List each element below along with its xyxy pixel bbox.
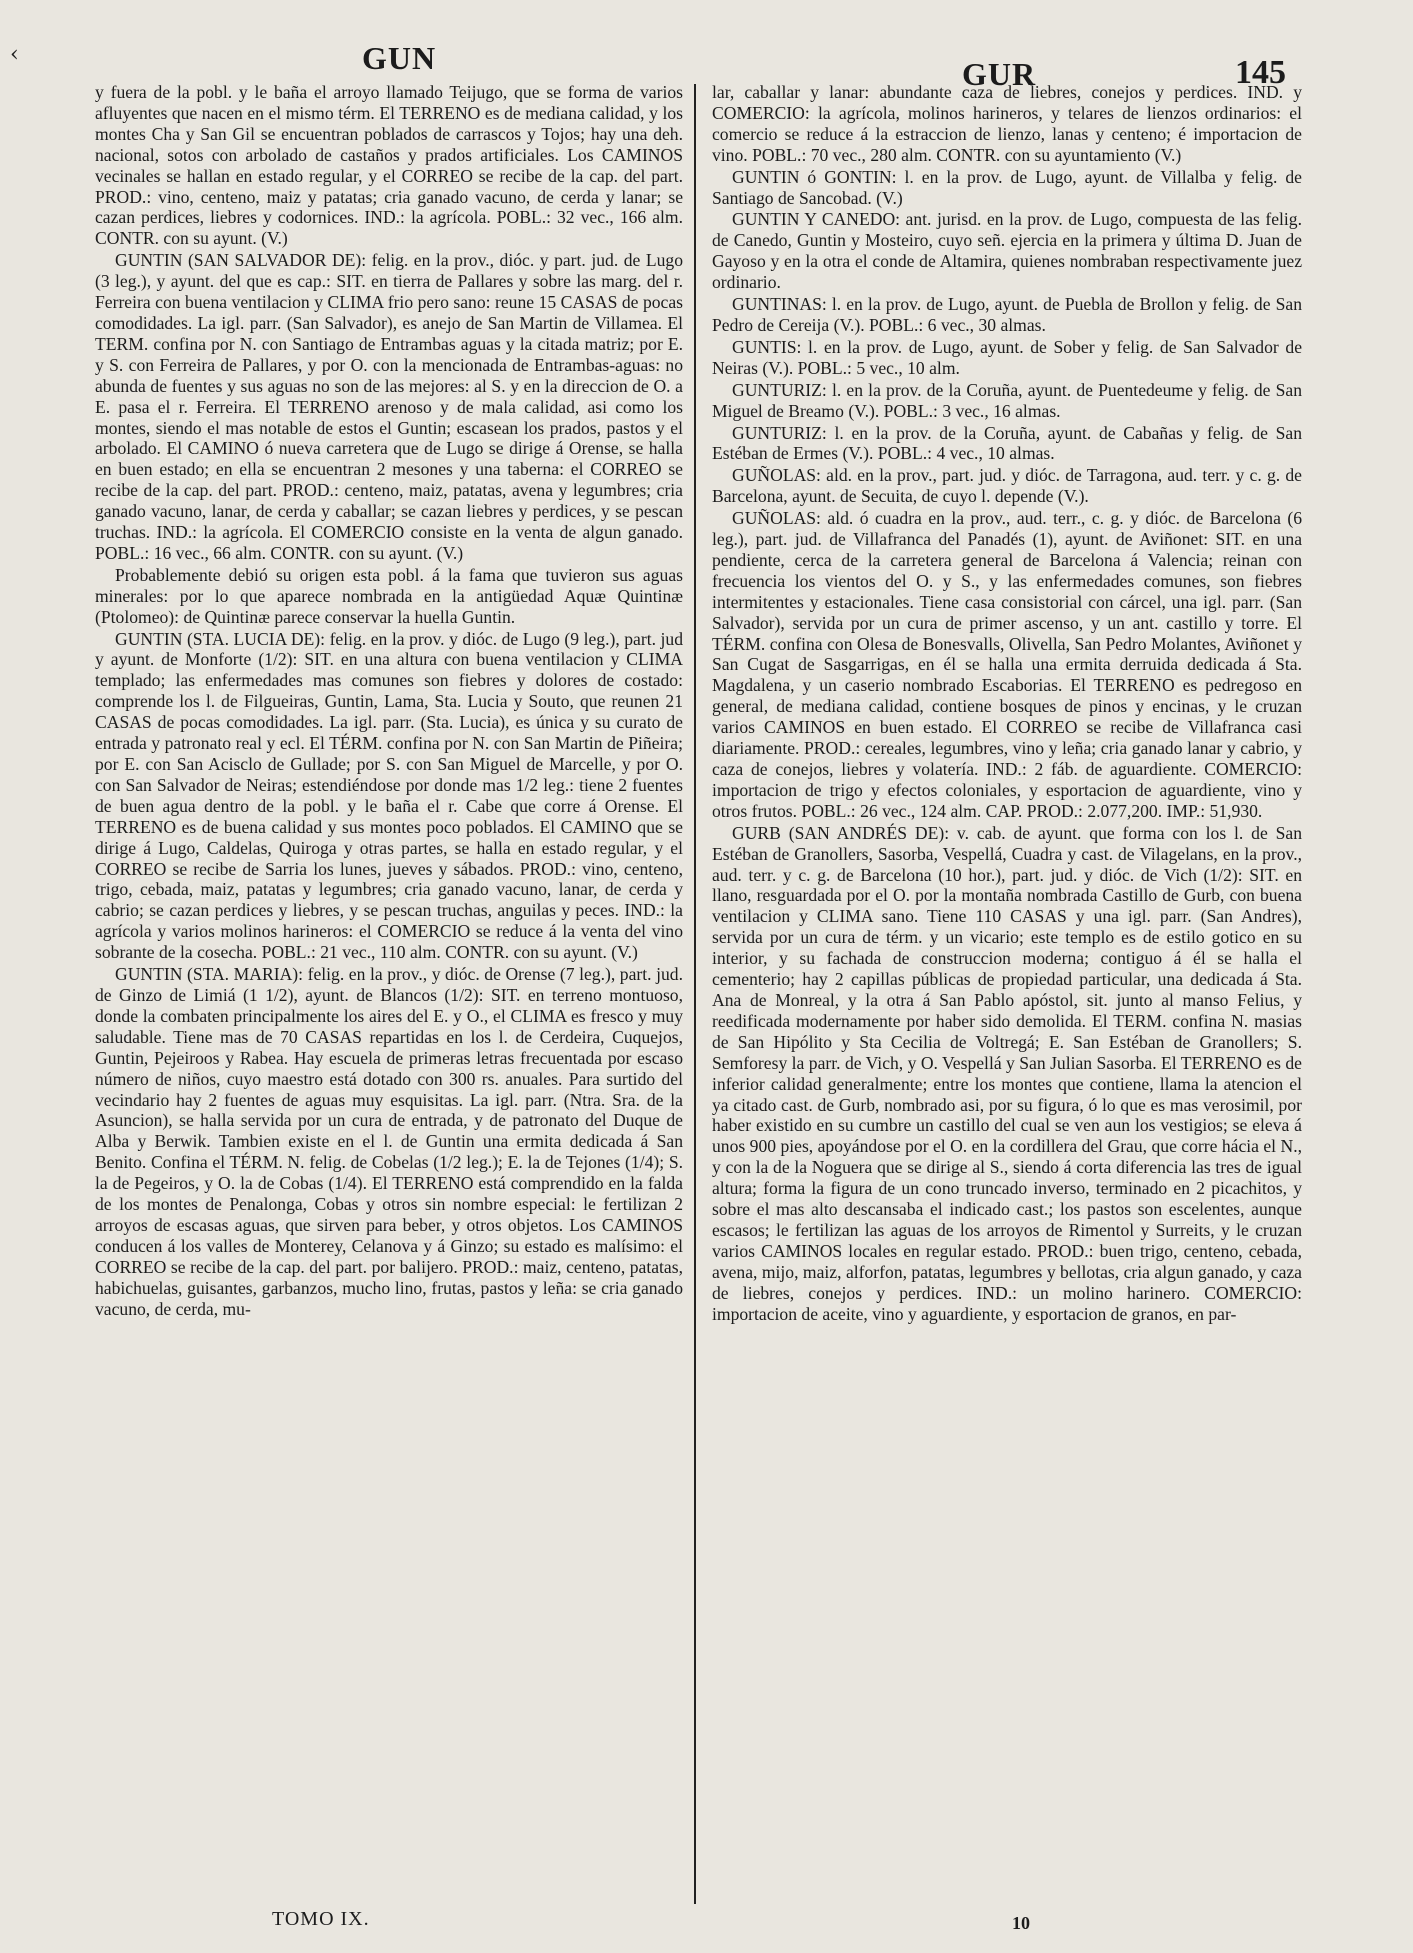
entry-paragraph: GUNTURIZ: l. en la prov. de la Coruña, ayunt. de Puentedeume y felig. de San Miguel de Breamo (V.). POBL.: 3 vec., 16 almas.	[712, 379, 1302, 421]
left-column	[95, 82, 683, 1320]
entry-paragraph: GUÑOLAS: ald. en la prov., part. jud. y dióc. de Tarragona, aud. terr. y c. g. de Barcelona, ayunt. de Secuita, de cuyo l. depende (V.).	[712, 465, 1302, 507]
entry-paragraph: GUNTIN ó GONTIN: l. en la prov. de Lugo, ayunt. de Villalba y felig. de Santiago de Sancobad. (V.)	[712, 166, 1302, 208]
page-number: 145	[1235, 54, 1286, 91]
running-head-left: GUN	[362, 40, 437, 76]
running-head-right: GUR	[962, 56, 1037, 92]
entry-paragraph: GUNTINAS: l. en la prov. de Lugo, ayunt. de Puebla de Brollon y felig. de San Pedro de Cereija (V.). POBL.: 6 vec., 30 almas.	[712, 294, 1302, 335]
entry-paragraph: GUNTIS: l. en la prov. de Lugo, ayunt. de Sober y felig. de San Salvador de Neiras (V.). POBL.: 5 vec., 10 alm.	[712, 336, 1302, 378]
entry-paragraph: Probablemente debió su origen esta pobl. á la fama que tuvieron sus aguas minerales: por lo que aparece nombrada en la antigüedad Aquæ Quintinæ (Ptolomeo): de Quintinæ parece conservar la huella Guntin.	[95, 564, 683, 627]
column-divider	[694, 84, 696, 1904]
volume-footer: TOMO IX.	[272, 1908, 370, 1930]
entry-paragraph: GURB (SAN ANDRÉS DE): v. cab. de ayunt. que forma con los l. de San Estéban de Granollers, Sasorba, Vespellá, Cuadra y cast. de Vilagelans, en la prov., aud. terr. y c. g. de Barcelona (10 hor.), part. jud. y dióc. de Vich (1/2): SIT. en llano, resguardada por el O. por la montaña nombrada Castillo de Gurb, con buena ventilacion y CLIMA sano. Tiene 110 CASAS y una igl. parr. (San Andres), servida por un cura de térm. y un vicario; este templo es de estilo gotico en su interior, y su fachada de construccion moderna; contiguo á él se halla el cementerio; hay 2 capillas públicas de propiedad particular, una dedicada á Sta. Ana de Monreal, y la otra á San Pablo apóstol, sit. junto al manso Felius, y reedificada modernamente por haber sido demolida. El TERM. confina N. masias de San Hipólito y Sta Cecilia de Voltregá; E. San Estéban de Granollers; S. Semforesy la parr. de Vich, y O. Vespellá y San Julian Sasorba. El TERRENO es de inferior calidad generalmente; entre los montes que contiene, llama la atencion el ya citado cast. de Gurb, nombrado asi, por su figura, ó lo que es mas verosimil, por haber existido en su cumbre un castillo del cual se ven aun los vestigios; se eleva á unos 900 pies, apoyándose por el O. en la cordillera del Grau, que corre hácia el N., y con la de la Noguera que se dirige al S., siendo á corta diferencia las tres de igual altura; forma la figura de un cono truncado inverso, terminado en 2 picachitos, y sobre el mas alto descansaba el indicado cast.; los pastos son escelentes, aunque escasos; le fertilizan las aguas de los arroyos de Rimentol y Surreits, y le cruzan varios CAMINOS locales en regular estado. PROD.: buen trigo, centeno, cebada, avena, mijo, maiz, alforfon, patatas, legumbres y bellotas, cria algun ganado, y caza de liebres, conejos y perdices. IND.: un molino harinero. COMERCIO: importacion de aceite, vino y aguardiente, y esportacion de granos, en par-	[712, 822, 1302, 1324]
entry-paragraph: GUÑOLAS: ald. ó cuadra en la prov., aud. terr., c. g. y dióc. de Barcelona (6 leg.), part. jud. de Villafranca del Panadés (1), ayunt. de Aviñonet: SIT. en una pendiente, cerca de la carretera general de Barcelona á Valencia; reinan con frecuencia los vientos del O. y S., y las enfermedades comunes, son fiebres intermitentes y estacionales. Tiene casa consistorial con cárcel, una igl. parr. (San Salvador), servida por un cura de primer ascenso, y un ant. castillo y torre. El TÉRM. confina con Olesa de Bonesvalls, Olivella, San Pedro Molantes, Aviñonet y San Cugat de Sasgarrigas, en él se halla una ermita derruida dedicada á Sta. Magdalena, y un caserio nombrado Escaborias. El TERRENO es pedregoso en general, de mediana calidad, contiene bosques de pinos y encinas, y le cruzan varios CAMINOS en buen estado. El CORREO se recibe de Villafranca casi diariamente. PROD.: cereales, legumbres, vino y leña; cria ganado lanar y cabrio, y caza de conejos, liebres y volatería. IND.: 2 fáb. de aguardiente. COMERCIO: importacion de trigo y efectos coloniales, y esportacion de aguardiente, vino y otros frutos. POBL.: 26 vec., 124 alm. CAP. PROD.: 2.077,200. IMP.: 51,930.	[712, 508, 1302, 821]
margin-mark: ‹	[10, 42, 19, 67]
entry-paragraph: GUNTIN Y CANEDO: ant. jurisd. en la prov. de Lugo, compuesta de las felig. de Canedo, Guntin y Mosteiro, cuyo señ. ejercia en la primera y última D. Juan de Gayoso y en la otra el conde de Altamira, quienes nombraban respectivamente juez ordinario.	[712, 209, 1302, 293]
entry-paragraph: y fuera de la pobl. y le baña el arroyo llamado Teijugo, que se forma de varios afluyentes que nacen en el mismo térm. El TERRENO es de mediana calidad, y los montes Cha y San Gil se encuentran poblados de carrascos y Tojos; hay una deh. nacional, sotos con arbolado de castaños y prados artificiales. Los CAMINOS vecinales se hallan en estado regular, y el CORREO se recibe de la cap. del part. PROD.: vino, centeno, maiz y patatas; cria ganado vacuno, de cerda y lanar; se cazan perdices, liebres y codornices. IND.: la agrícola. POBL.: 32 vec., 166 alm. CONTR. con su ayunt. (V.)	[95, 82, 683, 249]
entry-paragraph: GUNTIN (SAN SALVADOR DE): felig. en la prov., dióc. y part. jud. de Lugo (3 leg.), y ayunt. del que es cap.: SIT. en tierra de Pallares y sobre las marg. del r. Ferreira con buena ventilacion y CLIMA frio pero sano: reune 15 CASAS de pocas comodidades. La igl. parr. (San Salvador), es anejo de San Martin de Villamea. El TERM. confina por N. con Santiago de Entrambas aguas y la citada matriz; por E. y S. con Ferreira de Pallares, y por O. con la mencionada de Entrambas-aguas: no abunda de fuentes y sus aguas no son de las mejores: al S. y en la direccion de O. a E. pasa el r. Ferreira. El TERRENO arenoso y de mala calidad, asi como los montes, siendo el mas notable de estos el Guntin; escasean los prados, pastos y el arbolado. El CAMINO ó nueva carretera que de Lugo se dirige á Orense, se halla en buen estado; en ella se encuentran 2 mesones y una taberna: el CORREO se recibe de la cap. del part. PROD.: centeno, maiz, patatas, avena y legumbres; cria ganado vacuno, lanar, de cerda y caballar; se cazan liebres y perdices, y se pescan truchas. IND.: la agrícola. El COMERCIO consiste en la venta de algun ganado. POBL.: 16 vec., 66 alm. CONTR. con su ayunt. (V.)	[95, 250, 683, 563]
signature-mark: 10	[1012, 1913, 1030, 1933]
entry-paragraph: GUNTIN (STA. LUCIA DE): felig. en la prov. y dióc. de Lugo (9 leg.), part. jud y ayunt. de Monforte (1/2): SIT. en una altura con buena ventilacion y CLIMA templado; las enfermedades mas comunes son fiebres y dolores de costado: comprende los l. de Filgueiras, Guntin, Lama, Sta. Lucia y Souto, que reunen 21 CASAS de pocas comodidades. La igl. parr. (Sta. Lucia), es única y su curato de entrada y patronato real y ecl. El TÉRM. confina por N. con San Martin de Piñeira; por E. con San Acisclo de Gullade; por S. con San Miguel de Marcelle, y por O. con San Salvador de Neiras; estendiéndose por donde mas 1/2 leg.: tiene 2 fuentes de buen agua dentro de la pobl. y le baña el r. Cabe que corre á Orense. El TERRENO es de buena calidad y sus montes poco poblados. El CAMINO que se dirige á Lugo, Caldelas, Quiroga y otras partes, se halla en estado regular, y el CORREO se recibe de Sarria los lunes, jueves y sábados. PROD.: vino, centeno, trigo, cebada, maiz, patatas y legumbres; cria ganado vacuno, lanar, de cerda y cabrio; se cazan perdices y liebres, y se pescan truchas, anguilas y peces. IND.: la agrícola y varios molinos harineros: el COMERCIO se reduce á la venta del vino sobrante de la cosecha. POBL.: 21 vec., 110 alm. CONTR. con su ayunt. (V.)	[95, 628, 683, 963]
entry-paragraph: GUNTIN (STA. MARIA): felig. en la prov., y dióc. de Orense (7 leg.), part. jud. de Ginzo de Limiá (1 1/2), ayunt. de Blancos (1/2): SIT. en terreno montuoso, donde la combaten principalmente los aires del E. y O., el CLIMA es fresco y muy saludable. Tiene mas de 70 CASAS repartidas en los l. de Cerdeira, Cuquejos, Guntin, Pejeiroos y Rabea. Hay escuela de primeras letras frecuentada por escaso número de niños, cuyo maestro está dotado con 300 rs. anuales. Para surtido del vecindario hay 2 fuentes de aguas muy esquisitas. La igl. parr. (Ntra. Sra. de la Asuncion), se halla servida por un cura de entrada, y de patronato del Duque de Alba y Berwik. Tambien existe en el l. de Guntin una ermita dedicada á San Benito. Confina el TÉRM. N. felig. de Cobelas (1/2 leg.); E. la de Tejones (1/4); S. la de Pegeiros, y O. la de Cobas (1/4). El TERRENO está comprendido en la falda de los montes de Penalonga, Cobas y otros sin nombre especial: le fertilizan 2 arroyos de escasas aguas, que sirven para beber, y otros objetos. Los CAMINOS conducen á los valles de Monterey, Celanova y á Ginzo; su estado es malísimo: el CORREO se recibe de la cap. del part. por balijero. PROD.: maiz, centeno, patatas, habichuelas, guisantes, garbanzos, mucho lino, frutas, pastos y leña: se cria ganado vacuno, de cerda, mu-	[95, 964, 683, 1319]
entry-paragraph: lar, caballar y lanar: abundante caza de liebres, conejos y perdices. IND. y COMERCIO: la agrícola, molinos harineros, y telares de lienzos ordinarios: el comercio se reduce á la estraccion de lienzo, lanas y centeno; é importacion de vino. POBL.: 70 vec., 280 alm. CONTR. con su ayuntamiento (V.)	[712, 82, 1302, 165]
entry-paragraph: GUNTURIZ: l. en la prov. de la Coruña, ayunt. de Cabañas y felig. de San Estéban de Ermes (V.). POBL.: 4 vec., 10 almas.	[712, 422, 1302, 464]
right-column	[712, 82, 1302, 1325]
